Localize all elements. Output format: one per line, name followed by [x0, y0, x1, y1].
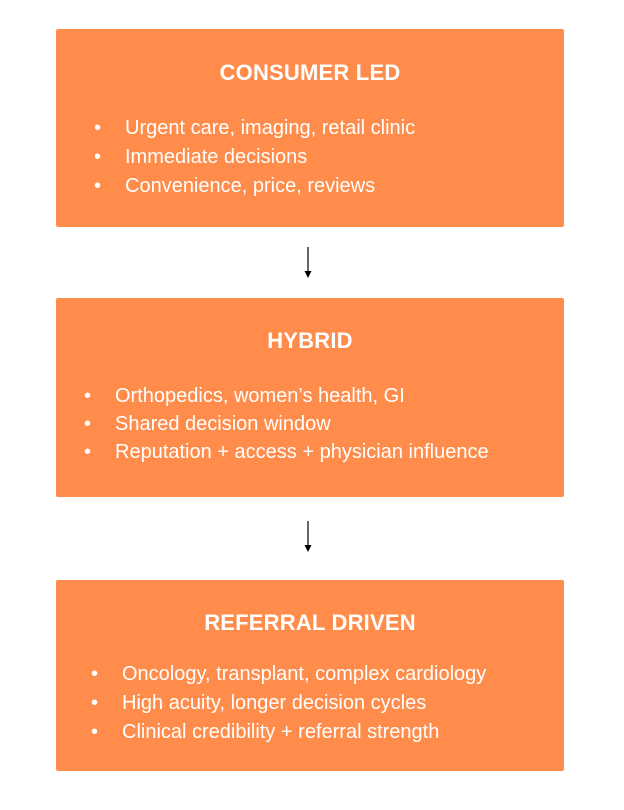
bullet-icon: •	[94, 175, 102, 197]
list-item-text: Immediate decisions	[125, 146, 308, 168]
list-item	[91, 660, 564, 689]
list-item-text: Clinical credibility + referral strength	[122, 721, 440, 743]
tier-list	[94, 114, 564, 201]
list-item	[94, 114, 564, 143]
tier-list	[84, 382, 564, 466]
list-item	[94, 143, 564, 172]
list-item	[91, 689, 564, 718]
tier-title: CONSUMER LED	[219, 60, 401, 85]
list-item	[94, 172, 564, 201]
bullet-icon: •	[84, 385, 92, 407]
list-item	[84, 410, 564, 438]
bullet-icon: •	[84, 413, 92, 435]
tier-list	[91, 660, 564, 747]
bullet-icon: •	[91, 721, 99, 743]
bullet-icon: •	[91, 663, 99, 685]
tier-title: REFERRAL DRIVEN	[204, 610, 416, 635]
list-item	[91, 718, 564, 747]
list-item-text: Oncology, transplant, complex cardiology	[122, 663, 487, 685]
list-item	[84, 438, 564, 466]
down-arrow-icon	[303, 247, 313, 279]
list-item-text: Reputation + access + physician influence	[115, 441, 489, 463]
down-arrow-icon	[303, 521, 313, 553]
list-item-text: Convenience, price, reviews	[125, 175, 376, 197]
bullet-icon: •	[94, 146, 102, 168]
tier-box-hybrid	[56, 298, 564, 497]
list-item-text: Orthopedics, women’s health, GI	[115, 385, 405, 407]
list-item	[84, 382, 564, 410]
bullet-icon: •	[91, 692, 99, 714]
bullet-icon: •	[94, 117, 102, 139]
tier-box-consumer-led	[56, 29, 564, 227]
tier-title: HYBRID	[267, 328, 353, 353]
bullet-icon: •	[84, 441, 92, 463]
list-item-text: Shared decision window	[115, 413, 331, 435]
tier-box-referral-driven	[56, 580, 564, 771]
list-item-text: High acuity, longer decision cycles	[122, 692, 427, 714]
list-item-text: Urgent care, imaging, retail clinic	[125, 117, 416, 139]
